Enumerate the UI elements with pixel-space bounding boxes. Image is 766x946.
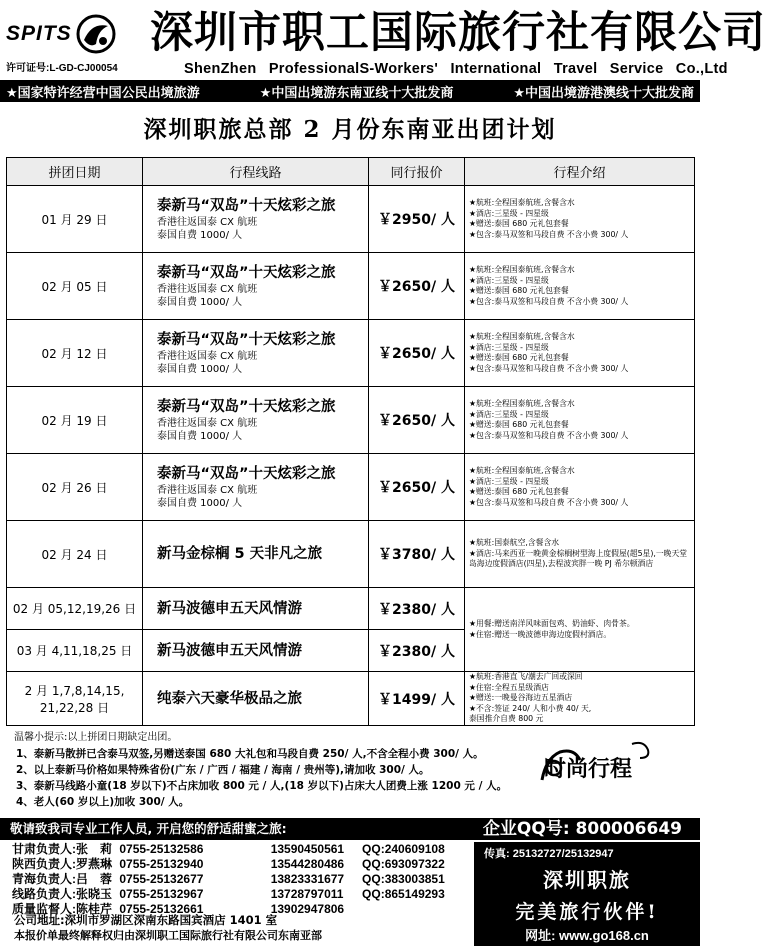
page-title: 深圳职旅总部 2 月份东南亚出团计划 (143, 116, 557, 143)
intro-line: ★包含:泰马双签和马段自费 不含小费 300/ 人 (469, 363, 629, 373)
contact-role: 甘肃负责人:张 莉 (12, 842, 112, 856)
intro-line: ★赠送:一晚曼谷海边五星酒店 (469, 693, 573, 703)
contact-qq: QQ:240609108 (362, 842, 445, 856)
company-logo (6, 12, 134, 56)
contact-role: 青海负责人:吕 蓉 (12, 872, 112, 886)
route-flight: 香港往返国泰 CX 航班 (157, 217, 258, 228)
enterprise-qq: 企业QQ号: 800006649 (482, 819, 682, 839)
note-item: 1、泰新马散拼已含泰马双签,另赠送泰国 680 大礼包和马段自费 250/ 人,不含全程小费 300/ 人。 (16, 748, 484, 760)
contact-mobile: 13728797011 (270, 887, 344, 901)
tip-text: 温馨小提示:以上拼团日期缺定出团。 (14, 732, 178, 743)
table-row (7, 186, 695, 253)
intro-line: ★酒店:三星级 - 四星级 (469, 275, 549, 285)
fax-number: 传真: 25132727/25132947 (484, 848, 614, 860)
contact-tel: 0755-25132586 (119, 842, 204, 856)
intro-line: 泰国推介自费 800 元 (469, 714, 544, 724)
intro-line: ★航班:国泰航空,含餐含水 (469, 538, 560, 548)
license-number: 许可证号:L-GD-CJ00054 (6, 63, 118, 74)
header-date: 拼团日期 (7, 158, 143, 186)
intro-line: ★酒店:三星级 - 四星级 (469, 409, 549, 419)
contact-item (12, 857, 445, 872)
intro-line: ★住宿:全程五星级酒店 (469, 682, 549, 692)
table-row (7, 320, 695, 387)
header-route: 行程线路 (143, 158, 369, 186)
intro-line: ★包含:泰马双签和马段自费 不含小费 300/ 人 (469, 497, 629, 507)
intro-line: ★不含:签证 240/ 人和小费 40/ 天, (469, 703, 592, 713)
header-price: 同行报价 (369, 158, 465, 186)
intro-line: ★赠送:泰国 680 元礼包套餐 (469, 286, 569, 295)
row-intro (465, 320, 695, 387)
contact-tel: 0755-25132967 (119, 887, 204, 901)
table-row (7, 588, 695, 630)
row-date (7, 672, 143, 726)
row-price: ￥2650/ 人 (369, 320, 465, 387)
intro-line: ★航班:全程国泰航班,含餐含水 (469, 198, 575, 207)
contact-item (12, 887, 445, 902)
row-date: 02 月 26 日 (7, 454, 143, 521)
row-route (143, 672, 369, 726)
intro-line: ★包含:泰马双签和马段自费 不含小费 300/ 人 (469, 296, 629, 306)
contact-tel: 0755-25132661 (119, 902, 204, 916)
intro-line: ★航班:全程国泰航班,含餐含水 (469, 399, 575, 408)
contact-qq: QQ:693097322 (362, 857, 445, 871)
brand-box (474, 842, 700, 946)
row-route (143, 630, 369, 672)
intro-line: ★赠送:泰国 680 元礼包套餐 (469, 353, 569, 362)
row-price: ￥3780/ 人 (369, 521, 465, 588)
intro-line: ★酒店:三星级 - 四星级 (469, 476, 549, 486)
slogan-bar (0, 80, 700, 102)
row-price: ￥2380/ 人 (369, 630, 465, 672)
route-title: 泰新马“双岛”十天炫彩之旅 (157, 265, 336, 281)
contact-role: 质量监督人:陈桂芹 (12, 902, 112, 916)
table-row (7, 521, 695, 588)
row-route (143, 588, 369, 630)
slogan-item: ★中国出境游东南亚线十大批发商 (259, 85, 454, 101)
intro-line: ★赠送:泰国 680 元礼包套餐 (469, 487, 569, 496)
contact-bar (0, 818, 700, 840)
contact-tel: 0755-25132677 (119, 872, 204, 886)
slogan-item: ★中国出境游港澳线十大批发商 (513, 85, 694, 101)
fashion-trip-logo-art (540, 738, 652, 788)
intro-line: ★航班:全程国泰航班,含餐含水 (469, 332, 575, 341)
contact-mobile: 13823331677 (270, 872, 345, 886)
row-date: 02 月 12 日 (7, 320, 143, 387)
final-note: 本报价单最终解释权归由深圳职工国际旅行社有限公司东南亚部 (14, 929, 322, 942)
row-intro (465, 521, 695, 588)
row-date: 02 月 24 日 (7, 521, 143, 588)
intro-line: ★用餐:赠送南洋风味面包鸡、奶油虾、肉骨茶。 (469, 619, 635, 628)
contact-role: 线路负责人:张晓玉 (12, 887, 112, 901)
contact-tel: 0755-25132940 (119, 857, 204, 871)
row-date: 02 月 19 日 (7, 387, 143, 454)
logo-text: SPITS (6, 22, 72, 45)
route-title: 泰新马“双岛”十天炫彩之旅 (157, 198, 336, 214)
intro-line: ★航班:全程国泰航班,含餐含水 (469, 265, 575, 274)
route-title: 新马金棕榈 5 天非凡之旅 (157, 546, 323, 562)
row-price: ￥2650/ 人 (369, 253, 465, 320)
route-extra-fee: 泰国自费 1000/ 人 (157, 431, 243, 442)
row-price: ￥1499/ 人 (369, 672, 465, 726)
note-item: 3、泰新马线路小童(18 岁以下)不占床加收 800 元 / 人,(18 岁以下)占床大人团费上涨 1200 元 / 人。 (16, 780, 508, 792)
note-item: 4、老人(60 岁以上)加收 300/ 人。 (16, 796, 190, 808)
row-intro (465, 672, 695, 726)
route-title: 新马波德申五天风情游 (157, 600, 302, 617)
row-date: 02 月 05 日 (7, 253, 143, 320)
tour-schedule-table (6, 157, 695, 726)
table-row (7, 387, 695, 454)
intro-line: ★包含:泰马双签和马段自费 不含小费 300/ 人 (469, 229, 629, 239)
row-intro (465, 454, 695, 521)
row-route (143, 320, 369, 387)
company-address: 公司地址:深圳市罗湖区深南东路国宾酒店 1401 室 (14, 913, 278, 927)
route-title: 泰新马“双岛”十天炫彩之旅 (157, 466, 336, 482)
table-row (7, 454, 695, 521)
intro-line: ★酒店:三星级 - 四星级 (469, 208, 549, 218)
contact-mobile: 13902947806 (270, 902, 345, 916)
row-date-line: 2 月 1,7,8,14,15, (24, 683, 125, 698)
intro-line: ★赠送:泰国 680 元礼包套餐 (469, 420, 569, 429)
contact-item (12, 872, 445, 887)
company-name-en: ShenZhen ProfessionalS-Workers' International Travel Service Co.,Ltd (184, 61, 728, 77)
intro-line: ★航班:香港直飞/潮去广回或深回 (469, 672, 583, 682)
table-row (7, 672, 695, 726)
route-extra-fee: 泰国自费 1000/ 人 (157, 364, 243, 375)
intro-line: ★包含:泰马双签和马段自费 不含小费 300/ 人 (469, 430, 629, 440)
route-extra-fee: 泰国自费 1000/ 人 (157, 498, 243, 509)
row-route (143, 521, 369, 588)
row-price: ￥2380/ 人 (369, 588, 465, 630)
row-price: ￥2650/ 人 (369, 454, 465, 521)
row-intro (465, 387, 695, 454)
contact-qq: QQ:865149293 (362, 887, 445, 901)
row-route (143, 387, 369, 454)
row-date-line: 21,22,28 日 (39, 700, 110, 715)
row-date: 03 月 4,11,18,25 日 (7, 630, 143, 672)
intro-line: ★酒店:马来西亚一晚黄金棕榈树型海上度假屋(超5星),一晚天堂岛海边度假酒店(四星),去程波宾胖一晚 PJ 希尔顿酒店 (469, 548, 688, 569)
intro-line: ★赠送:泰国 680 元礼包套餐 (469, 219, 569, 228)
row-price: ￥2650/ 人 (369, 387, 465, 454)
route-extra-fee: 泰国自费 1000/ 人 (157, 297, 243, 308)
contact-item (12, 842, 445, 857)
intro-line: ★住宿:赠送一晚波德申海边度假村酒店。 (469, 629, 612, 639)
logo-swirl-icon (76, 14, 116, 54)
row-date: 02 月 05,12,19,26 日 (7, 588, 143, 630)
header-intro: 行程介绍 (465, 158, 695, 186)
brand-art-text: 时尚行程 (544, 757, 633, 782)
note-item: 2、以上泰新马价格如果特殊省份(广东 / 广西 / 福建 / 海南 / 贵州等),请加收 300/ 人。 (16, 764, 430, 776)
row-intro (465, 186, 695, 253)
notes-list (16, 746, 507, 810)
row-route (143, 253, 369, 320)
contact-mobile: 13590450561 (270, 842, 345, 856)
brand-name: 深圳职旅 (543, 868, 631, 892)
route-flight: 香港往返国泰 CX 航班 (157, 485, 258, 496)
company-name-cn: 深圳市职工国际旅行社有限公司 (150, 8, 766, 58)
route-flight: 香港往返国泰 CX 航班 (157, 284, 258, 295)
table-row (7, 253, 695, 320)
route-flight: 香港往返国泰 CX 航班 (157, 418, 258, 429)
contacts-list (12, 842, 445, 917)
brand-slogan: 完美旅行伙伴! (515, 901, 659, 923)
route-title: 泰新马“双岛”十天炫彩之旅 (157, 399, 336, 415)
route-flight: 香港往返国泰 CX 航班 (157, 351, 258, 362)
row-intro (465, 253, 695, 320)
slogan-item: ★国家特许经营中国公民出境旅游 (6, 85, 200, 101)
row-price: ￥2950/ 人 (369, 186, 465, 253)
route-title: 新马波德申五天风情游 (157, 642, 302, 659)
contact-mobile: 13544280486 (270, 857, 345, 871)
route-extra-fee: 泰国自费 1000/ 人 (157, 230, 243, 241)
row-route (143, 454, 369, 521)
intro-line: ★航班:全程国泰航班,含餐含水 (469, 466, 575, 475)
route-title: 泰新马“双岛”十天炫彩之旅 (157, 332, 336, 348)
intro-line: ★酒店:三星级 - 四星级 (469, 342, 549, 352)
website-link[interactable]: 网址: www.go168.cn (525, 928, 649, 943)
row-date: 01 月 29 日 (7, 186, 143, 253)
row-intro (465, 588, 695, 672)
contact-invite: 敬请致我司专业工作人员, 开启您的舒适甜蜜之旅: (10, 821, 287, 836)
row-route (143, 186, 369, 253)
contact-role: 陕西负责人:罗燕琳 (12, 857, 112, 871)
route-title: 纯泰六天豪华极品之旅 (157, 690, 302, 707)
table-header-row (7, 158, 695, 186)
contact-qq: QQ:383003851 (362, 872, 445, 886)
